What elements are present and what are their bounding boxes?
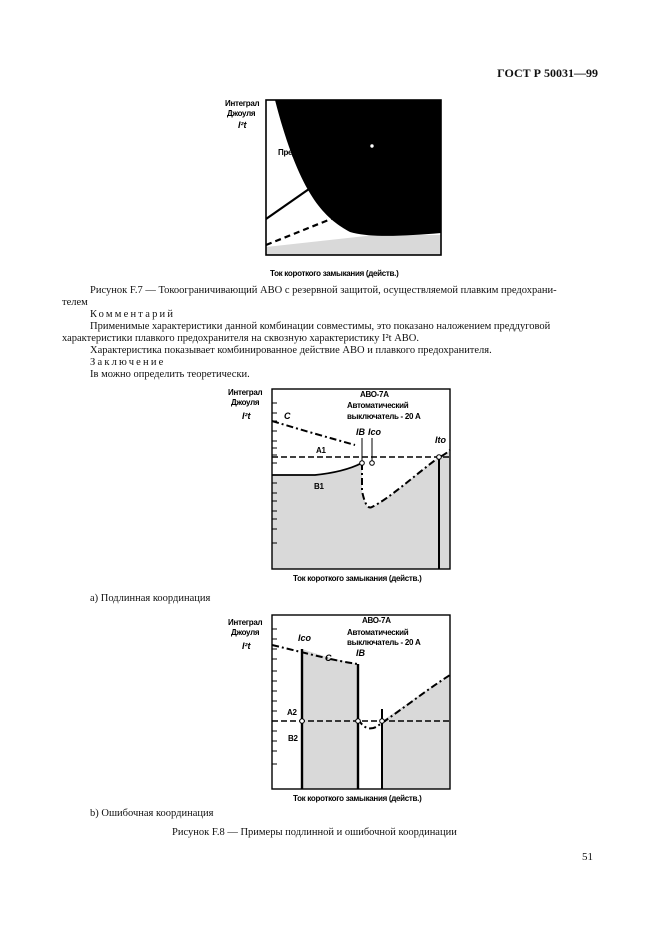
b2-label: B2 [288, 734, 298, 743]
ito-point [437, 455, 442, 460]
curve-c-label: C [284, 411, 291, 421]
f8b-ylabel-2: Джоуля [231, 628, 260, 637]
comment-line2: характеристики плавкого предохранителя на сквозную характеристику I²t АВО. [62, 333, 419, 344]
f8a-xlabel: Ток короткого замыкания (действ.) [293, 574, 422, 583]
comment-line1: Применимые характеристики данной комбинации совместимы, это показано наложением преддуговой [90, 321, 551, 332]
ico-label: Ico [298, 633, 312, 643]
curve-c-dashdot [272, 421, 355, 445]
f8b-title-3: выключатель - 20 А [347, 638, 421, 647]
figure-f7-caption-line2: телем [62, 297, 88, 308]
figure-f8a-caption: a) Подлинная координация [90, 593, 211, 604]
fuse-label: Предохранитель [278, 148, 341, 157]
ib-point [370, 144, 374, 148]
f8b-xlabel: Ток короткого замыкания (действ.) [293, 794, 422, 803]
f8a-title-2: Автоматический [347, 401, 409, 410]
f8b-title-2: Автоматический [347, 628, 409, 637]
fuse-black-region [266, 100, 441, 236]
comment-heading: Комментарий [90, 309, 176, 320]
conclusion-heading: Заключение [90, 357, 166, 368]
f7-xlabel: Ток короткого замыкания (действ.) [270, 269, 399, 278]
figure-f8b-caption: b) Ошибочная координация [90, 808, 214, 819]
paragraph-line5: Iв можно определить теоретически. [90, 369, 250, 380]
right-grey-region [382, 675, 450, 789]
f8a-title-1: АВО-7А [360, 390, 389, 399]
b1-label: B1 [314, 482, 324, 491]
ib-label: Iв [368, 162, 376, 172]
figure-f7-caption-line1: Рисунок F.7 — Токоограничивающий АВО с резервной защитой, осуществляемой плавким предохрани- [90, 285, 557, 296]
f7-ylabel-1: Интеграл [225, 99, 260, 108]
ib-label: IB [356, 427, 365, 437]
ib-point [360, 461, 365, 466]
f8b-ylabel-1: Интеграл [228, 618, 263, 627]
f8a-ylabel-symbol: I²t [242, 411, 251, 421]
figure-f7-chart [200, 92, 460, 282]
f7-ylabel-2: Джоуля [227, 109, 256, 118]
a2-label: A2 [287, 708, 297, 717]
f8b-title-1: АВО-7А [362, 616, 391, 625]
f8a-ylabel-2: Джоуля [231, 398, 260, 407]
abo-grey-region [266, 235, 441, 268]
right-point [380, 719, 385, 724]
ico-point [300, 719, 305, 724]
abo-label: АВО [336, 183, 353, 192]
curve-c-label: C [325, 653, 332, 663]
ib-label: IB [356, 648, 365, 658]
ico-point [370, 461, 375, 466]
figure-f8-caption: Рисунок F.8 — Примеры подлинной и ошибочной координации [172, 827, 457, 838]
left-grey-region [302, 649, 358, 789]
figure-f8a-chart [220, 383, 460, 587]
f8b-ylabel-symbol: I²t [242, 641, 251, 651]
ib-point [356, 719, 361, 724]
figure-f8b-chart [220, 609, 460, 805]
ico-label: Ico [368, 427, 382, 437]
f8a-title-3: выключатель - 20 А [347, 412, 421, 421]
a1-label: A1 [316, 446, 326, 455]
f8a-ylabel-1: Интеграл [228, 388, 263, 397]
ito-label: Ito [435, 435, 446, 445]
document-header: ГОСТ Р 50031—99 [497, 66, 598, 80]
y-axis-ticks [272, 629, 277, 764]
f7-ylabel-symbol: I²t [238, 120, 247, 130]
page-number: 51 [582, 851, 593, 863]
paragraph-line3: Характеристика показывает комбинированное действие АВО и плавкого предохранителя. [90, 345, 492, 356]
